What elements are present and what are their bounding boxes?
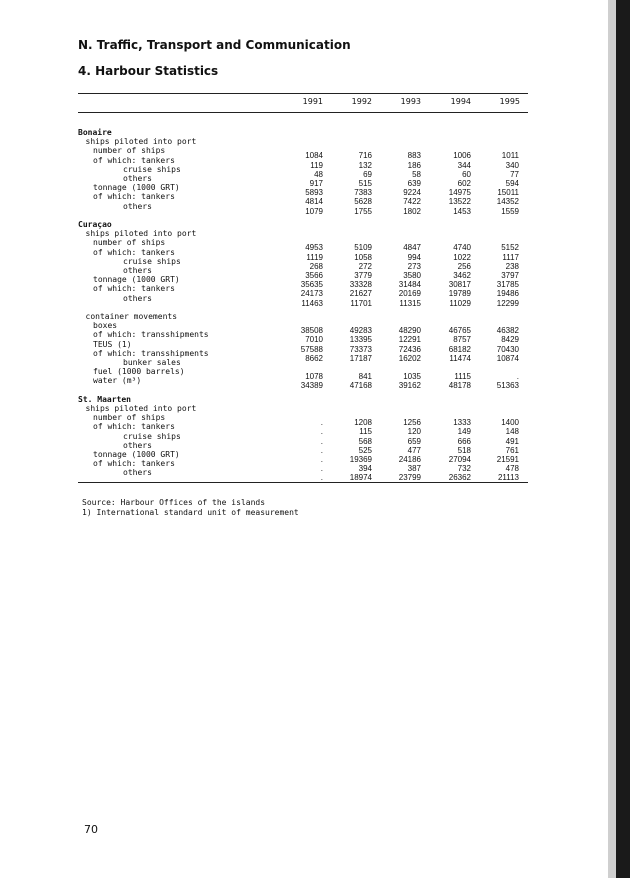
cell-1991: 4814 — [305, 197, 323, 207]
cell-1992: 525 — [358, 445, 372, 455]
cell-1994: 344 — [457, 160, 471, 170]
cell-1992: 1755 — [354, 206, 372, 216]
year-header-1995: 1995 — [499, 97, 520, 106]
cell-1995: 1400 — [501, 418, 519, 428]
cell-1991: 48 — [314, 169, 323, 179]
row-label: boxes — [93, 321, 118, 331]
cell-1995: 340 — [505, 160, 519, 170]
cell-1994: 8757 — [453, 335, 471, 345]
row-label: others — [123, 201, 152, 211]
cell-1992: 13395 — [349, 335, 372, 345]
row-label: fuel (1000 barrels) — [93, 367, 185, 377]
cell-1995: 77 — [510, 169, 519, 179]
cell-1995: 5152 — [501, 243, 519, 253]
cell-1991: 1079 — [305, 206, 323, 216]
cell-1995: 15011 — [497, 188, 519, 198]
cell-1992: 568 — [358, 436, 372, 446]
table-title: 4. Harbour Statistics — [78, 64, 219, 78]
cell-1992: 19369 — [349, 455, 372, 464]
cell-1993: 72436 — [398, 344, 421, 354]
row-label: tonnage (1000 GRT) — [93, 183, 180, 193]
cell-1993: 273 — [407, 261, 421, 271]
cell-1991: 5893 — [305, 188, 323, 198]
cell-1991: 1078 — [305, 372, 323, 382]
island-heading: Bonaire — [78, 128, 112, 137]
cell-1993: 4847 — [403, 243, 421, 253]
cell-1995: 14352 — [496, 197, 519, 207]
row-label: number of ships — [93, 413, 166, 423]
cell-1993: 120 — [407, 427, 421, 437]
table-row — [0, 468, 600, 483]
page-edge-shadow — [608, 0, 630, 878]
row-label: TEUS (1) — [93, 339, 132, 349]
cell-1994: 256 — [457, 261, 471, 271]
row-label: others — [123, 440, 152, 450]
year-header-1994: 1994 — [450, 97, 471, 106]
table-top-rule — [78, 93, 528, 94]
cell-1991: . — [320, 436, 323, 446]
row-label: of which: tankers — [93, 459, 175, 469]
cell-1995: 1117 — [502, 252, 519, 262]
cell-1995: 21113 — [497, 473, 519, 483]
cell-1992: 7383 — [354, 188, 372, 198]
cell-1994: 68182 — [448, 344, 471, 354]
cell-1992: 1058 — [354, 252, 372, 262]
cell-1995: 10874 — [496, 353, 519, 363]
row-label: of which: tankers — [93, 247, 175, 257]
page-number: 70 — [84, 823, 98, 836]
row-label: cruise ships — [123, 431, 181, 441]
cell-1994: 30817 — [448, 280, 471, 290]
cell-1995: . — [516, 372, 519, 382]
cell-1995: 478 — [505, 464, 519, 474]
cell-1995: 594 — [505, 179, 519, 188]
cell-1995: 1559 — [501, 206, 519, 216]
cell-1994: 666 — [457, 436, 471, 446]
cell-1991: 34389 — [300, 381, 323, 391]
cell-1994: 4740 — [453, 243, 471, 253]
cell-1995: 148 — [505, 427, 519, 437]
cell-1994: 13522 — [448, 197, 471, 207]
row-label: bunker sales — [123, 358, 181, 367]
row-label: of which: transshipments — [93, 348, 209, 358]
cell-1993: 1802 — [403, 206, 421, 216]
year-header-1991: 1991 — [302, 97, 323, 106]
cell-1994: 19789 — [448, 289, 471, 299]
row-label: ships piloted into port — [85, 229, 197, 239]
row-label: container movements — [85, 312, 178, 321]
cell-1991: 35635 — [300, 280, 323, 290]
cell-1991: . — [320, 418, 323, 428]
cell-1993: 639 — [407, 179, 421, 188]
cell-1994: 1453 — [453, 206, 471, 216]
cell-1993: 994 — [407, 252, 421, 262]
header-bottom-rule — [78, 112, 528, 113]
cell-1995: 51363 — [496, 381, 519, 391]
cell-1995: 12299 — [496, 298, 519, 308]
cell-1994: 60 — [462, 169, 471, 179]
row-label: of which: tankers — [93, 192, 175, 202]
table-bottom-rule — [78, 482, 528, 483]
row-label: ships piloted into port — [85, 404, 197, 413]
cell-1993: 12291 — [398, 335, 421, 345]
cell-1993: 1035 — [403, 372, 421, 382]
cell-1992: 17187 — [349, 353, 372, 363]
cell-1994: 11029 — [449, 298, 471, 308]
cell-1991: . — [320, 473, 323, 483]
cell-1993: 58 — [412, 169, 421, 179]
cell-1993: 659 — [407, 436, 421, 446]
cell-1994: 46765 — [448, 326, 471, 336]
cell-1994: 26362 — [448, 473, 471, 483]
cell-1995: 21591 — [496, 455, 519, 464]
cell-1992: 115 — [359, 427, 372, 437]
cell-1993: 1256 — [403, 418, 421, 428]
footnote: 1) International standard unit of measurement — [82, 508, 299, 517]
cell-1993: 16202 — [398, 353, 421, 363]
cell-1991: 57588 — [300, 344, 323, 354]
cell-1993: 883 — [407, 151, 421, 161]
cell-1991: 11463 — [301, 298, 323, 308]
cell-1994: 732 — [457, 464, 471, 474]
cell-1994: 11474 — [449, 353, 471, 363]
cell-1992: 5109 — [354, 243, 372, 253]
cell-1994: 27094 — [448, 455, 471, 464]
cell-1992: 716 — [358, 151, 372, 161]
cell-1994: 48178 — [448, 381, 471, 391]
cell-1992: 18974 — [349, 473, 372, 483]
row-label: others — [123, 174, 152, 183]
cell-1994: 1006 — [453, 151, 471, 161]
cell-1992: 33328 — [349, 280, 372, 290]
row-label: of which: transshipments — [93, 330, 209, 340]
cell-1992: 5628 — [354, 197, 372, 207]
cell-1995: 491 — [505, 436, 519, 446]
row-label: others — [123, 468, 152, 478]
cell-1995: 8429 — [501, 335, 519, 345]
row-label: cruise ships — [123, 164, 181, 174]
cell-1995: 70430 — [496, 344, 519, 354]
cell-1995: 238 — [505, 261, 519, 271]
cell-1995: 31785 — [496, 280, 519, 290]
cell-1993: 20169 — [398, 289, 421, 299]
cell-1991: . — [320, 445, 323, 455]
cell-1991: 38508 — [300, 326, 323, 336]
row-label: water (m³) — [93, 376, 142, 386]
cell-1995: 19486 — [496, 289, 519, 299]
cell-1992: 73373 — [349, 344, 372, 354]
cell-1993: 39162 — [398, 381, 421, 391]
row-label: cruise ships — [123, 256, 181, 266]
row-label: of which: tankers — [93, 422, 175, 432]
row-label: tonnage (1000 GRT) — [93, 450, 180, 459]
row-label: others — [123, 266, 152, 275]
row-label: of which: tankers — [93, 155, 175, 165]
cell-1991: 268 — [309, 261, 323, 271]
cell-1991: 8662 — [305, 353, 323, 363]
cell-1991: . — [320, 455, 323, 464]
cell-1994: 1333 — [453, 418, 471, 428]
cell-1995: 3797 — [501, 271, 519, 280]
row-label: tonnage (1000 GRT) — [93, 275, 180, 285]
cell-1992: 515 — [358, 179, 372, 188]
cell-1992: 841 — [358, 372, 372, 382]
cell-1995: 761 — [505, 445, 519, 455]
cell-1994: 1115 — [454, 372, 471, 382]
cell-1992: 3779 — [354, 271, 372, 280]
row-label: others — [123, 293, 152, 303]
cell-1991: 24173 — [300, 289, 323, 299]
cell-1991: 3566 — [305, 271, 323, 280]
cell-1992: 47168 — [349, 381, 372, 391]
cell-1992: 21627 — [349, 289, 372, 299]
cell-1995: 1011 — [501, 151, 519, 161]
cell-1994: 602 — [457, 179, 471, 188]
cell-1992: 394 — [358, 464, 372, 474]
cell-1993: 186 — [407, 160, 421, 170]
cell-1994: 14975 — [448, 188, 471, 198]
cell-1991: 917 — [309, 179, 323, 188]
row-label: number of ships — [93, 238, 166, 248]
island-heading: Curaçao — [78, 220, 112, 229]
page-edge-highlight — [608, 0, 616, 878]
cell-1992: 49283 — [349, 326, 372, 336]
cell-1991: 4953 — [305, 243, 323, 253]
cell-1991: 119 — [310, 160, 323, 170]
source-note: Source: Harbour Offices of the islands — [82, 498, 266, 507]
cell-1993: 387 — [407, 464, 421, 474]
year-header-1993: 1993 — [400, 97, 421, 106]
cell-1992: 1208 — [354, 418, 372, 428]
cell-1993: 9224 — [403, 188, 421, 198]
cell-1993: 31484 — [398, 280, 421, 290]
cell-1991: 1119 — [306, 252, 323, 262]
cell-1992: 11701 — [350, 298, 372, 308]
cell-1993: 23799 — [398, 473, 421, 483]
cell-1991: . — [320, 464, 323, 474]
cell-1993: 7422 — [403, 197, 421, 207]
island-heading: St. Maarten — [78, 394, 131, 404]
cell-1994: 3462 — [453, 271, 471, 280]
cell-1992: 132 — [358, 160, 372, 170]
cell-1991: . — [320, 427, 323, 437]
cell-1995: 46382 — [496, 326, 519, 336]
row-label: of which: tankers — [93, 284, 175, 294]
year-header-1992: 1992 — [351, 97, 372, 106]
cell-1994: 149 — [457, 427, 471, 437]
section-title: N. Traffic, Transport and Communication — [78, 38, 351, 52]
cell-1991: 7010 — [305, 335, 323, 345]
cell-1994: 518 — [457, 445, 471, 455]
cell-1992: 69 — [363, 169, 372, 179]
row-label: ships piloted into port — [85, 137, 197, 147]
cell-1993: 3580 — [403, 271, 421, 280]
cell-1991: 1084 — [305, 151, 323, 161]
cell-1993: 11315 — [399, 298, 421, 308]
row-label: number of ships — [93, 146, 166, 156]
cell-1994: 1022 — [453, 252, 471, 262]
cell-1993: 477 — [407, 445, 421, 455]
cell-1992: 272 — [358, 261, 372, 271]
cell-1993: 48290 — [398, 326, 421, 336]
cell-1993: 24186 — [398, 455, 421, 464]
